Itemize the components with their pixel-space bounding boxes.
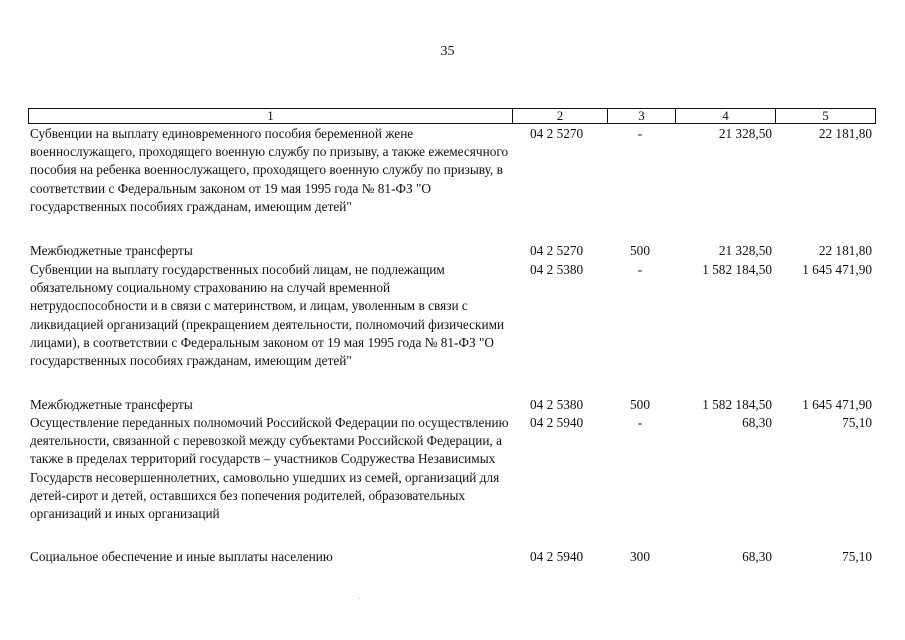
row-value-2: 1 645 471,90 — [802, 262, 872, 277]
row-value-2: 1 645 471,90 — [802, 397, 872, 412]
row-description: Социальное обеспечение и иные выплаты населению — [30, 549, 333, 564]
scan-speck — [358, 598, 360, 599]
row-type: - — [637, 415, 643, 430]
page-number: 35 — [440, 44, 455, 59]
row-description: Субвенции на выплату единовременного пособия беременной жене военнослужащего, проходящего военную службу по призыву, а также ежемесячного пособия на ребенка военнослужащего, проходящего военную службу по призыву, в соответствии с Федеральным законом от 19 мая 1995 года № 81-ФЗ "О государственных пособиях гражданам, имеющим детей" — [30, 126, 509, 214]
row-description: Субвенции на выплату государственных пособий лицам, не подлежащим обязательному социальному страхованию на случай временной нетрудоспособности и в связи с материнством, и лицам, уволенным в связи с ликвидацией организаций (прекращением деятельности, полномочий физическими лицами), в соответствии с Федеральным законом от 19 мая 1995 года № 81-ФЗ "О государственных пособиях гражданам, имеющим детей" — [30, 262, 505, 369]
table-header-col-1: 1 — [28, 108, 513, 124]
row-value-1: 68,30 — [742, 415, 772, 430]
row-code: 04 2 5380 — [530, 262, 584, 277]
row-type: 500 — [630, 243, 650, 258]
row-code: 04 2 5270 — [530, 243, 584, 258]
row-type: 300 — [630, 549, 650, 564]
row-value-1: 21 328,50 — [718, 126, 772, 141]
row-code: 04 2 5380 — [530, 397, 584, 412]
row-value-2: 75,10 — [842, 415, 872, 430]
row-value-2: 75,10 — [842, 549, 872, 564]
row-type: - — [637, 126, 643, 141]
table-header-col-3: 3 — [608, 108, 676, 124]
row-type: 500 — [630, 397, 650, 412]
row-type: - — [637, 262, 643, 277]
row-code: 04 2 5270 — [530, 126, 584, 141]
table-header-col-2: 2 — [513, 108, 608, 124]
row-description: Межбюджетные трансферты — [30, 397, 193, 412]
row-code: 04 2 5940 — [530, 415, 584, 430]
row-value-1: 21 328,50 — [718, 243, 772, 258]
row-value-1: 1 582 184,50 — [702, 397, 772, 412]
table-header-col-5: 5 — [776, 108, 876, 124]
row-value-2: 22 181,80 — [818, 243, 872, 258]
row-code: 04 2 5940 — [530, 549, 584, 564]
table-header-col-4: 4 — [676, 108, 776, 124]
row-value-1: 68,30 — [742, 549, 772, 564]
row-value-1: 1 582 184,50 — [702, 262, 772, 277]
row-description: Межбюджетные трансферты — [30, 243, 193, 258]
row-description: Осуществление переданных полномочий Российской Федерации по осуществлению деятельности, связанной с перевозкой между субъектами Российской Федерации, а также в пределах территорий государств – участников Содружества Независимых Государств несовершеннолетних, самовольно ушедших из семей, организаций для детей-сирот и детей, оставшихся без попечения родителей, образовательных организаций и иных организаций — [30, 415, 509, 522]
row-value-2: 22 181,80 — [818, 126, 872, 141]
